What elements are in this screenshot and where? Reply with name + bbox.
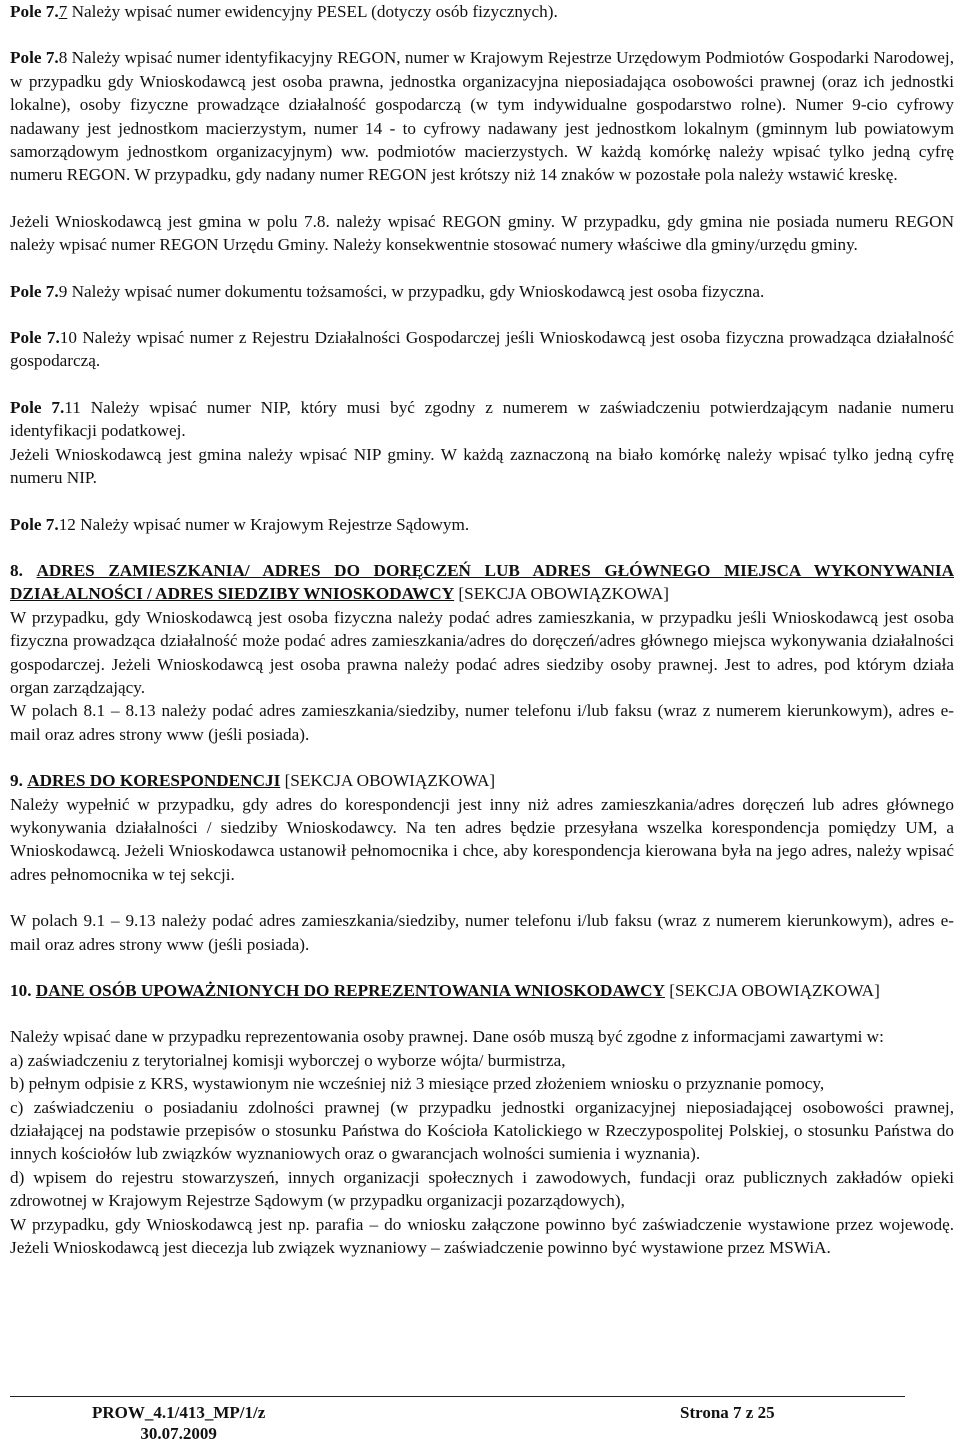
list-item: a) zaświadczeniu z terytorialnej komisji wyborczej o wyborze wójta/ burmistrza,	[10, 1050, 566, 1070]
field-7-11-paragraph	[10, 396, 954, 443]
section-title: ADRES DO KORESPONDENCJI	[27, 771, 281, 791]
nip-gmina-paragraph: Jeżeli Wnioskodawcą jest gmina należy wpisać NIP gminy. W każdą zaznaczoną na biało komórkę należy wpisać tylko jedną cyfrę numeru NIP.	[10, 444, 954, 488]
section-8-fields: W polach 8.1 – 8.13 należy podać adres zamieszkania/siedziby, numer telefonu i/lub faksu (wraz z numerem kierunkowym), adres e-mail oraz adres strony www (jeśli posiada).	[10, 701, 954, 744]
field-7-7-paragraph	[10, 0, 954, 23]
field-label: Pole 7.	[10, 48, 59, 68]
field-label: Pole 7.	[10, 281, 59, 301]
section-9-heading	[10, 769, 954, 792]
field-text: Należy wpisać numer dokumentu tożsamości, w przypadku, gdy Wnioskodawcą jest osoba fizyczna.	[67, 281, 765, 301]
field-7-10-paragraph	[10, 326, 954, 373]
section-tag: [SEKCJA OBOWIĄZKOWA]	[280, 771, 496, 791]
field-7-12-paragraph	[10, 513, 954, 536]
field-label: Pole 7.	[10, 2, 59, 21]
section-number: 8.	[10, 560, 23, 580]
field-text: Należy wpisać numer z Rejestru Działalności Gospodarczej jeśli Wnioskodawcą jest osoba fizyczna prowadząca działalność gospodarczą.	[10, 328, 954, 371]
list-item: d) wpisem do rejestru stowarzyszeń, innych organizacji społecznych i zawodowych, fundacji oraz publicznych zakładów opieki zdrowotnej w Krajowym Rejestrze Sądowym (w przypadku organizacji pozarządowych),	[10, 1167, 954, 1211]
section-number: 10.	[10, 981, 32, 1000]
section-tag: [SEKCJA OBOWIĄZKOWA]	[454, 584, 669, 604]
document-page	[10, 0, 954, 1259]
field-text: Należy wpisać numer w Krajowym Rejestrze Sądowym.	[75, 514, 470, 534]
field-text: Należy wpisać numer NIP, który musi być zgodny z numerem w zaświadczeniu potwierdzającym nadanie numeru identyfikacji podatkowej.	[10, 397, 954, 441]
field-number: 9	[58, 281, 68, 301]
section-10-heading	[10, 979, 954, 1002]
field-label: Pole 7.	[10, 397, 65, 417]
field-label: Pole 7.	[10, 328, 60, 348]
section-title: DANE OSÓB UPOWAŻNIONYCH DO REPREZENTOWANIA WNIOSKODAWCY	[35, 981, 665, 1000]
section-8-heading	[10, 559, 954, 606]
field-number: 11	[64, 397, 81, 417]
section-title: ADRES ZAMIESZKANIA/ ADRES DO DORĘCZEŃ LUB ADRES GŁÓWNEGO MIEJSCA WYKONYWANIA DZIAŁALNOŚCI / ADRES SIEDZIBY WNIOSKODAWCY	[10, 560, 954, 604]
section-10-intro: Należy wpisać dane w przypadku reprezentowania osoby prawnej. Dane osób muszą być zgodne z informacjami zawartymi w:	[10, 1027, 884, 1047]
section-number: 9.	[10, 771, 23, 791]
list-item: b) pełnym odpisie z KRS, wystawionym nie wcześniej niż 3 miesiące przed złożeniem wniosku o przyznanie pomocy,	[10, 1074, 825, 1094]
field-number: 8	[58, 48, 68, 68]
regon-gmina-paragraph: Jeżeli Wnioskodawcą jest gmina w polu 7.8. należy wpisać REGON gminy. W przypadku, gdy gmina nie posiada numeru REGON należy wpisać numer REGON Urzędu Gminy. Należy konsekwentnie stosować numery właściwe dla gminy/urzędu gminy.	[10, 211, 954, 255]
field-text: Należy wpisać numer identyfikacyjny REGON, numer w Krajowym Rejestrze Urzędowym Podmiotów Gospodarki Narodowej, w przypadku gdy Wnioskodawcą jest osoba prawna, jednostka organizacyjna nieposiadająca osobowości prawnej (oraz ich jednostki lokalne), osoby fizyczne prowadzące działalność gospodarczą (w tym indywidualne gospodarstwo rolne). Numer 9-cio cyfrowy nadawany jest jednostkom macierzystym, numer 14 - to cyfrowy nadawany jest jednostkom lokalnym (gminnym lub powiatowym samorządowym jednostkom organizacyjnym) ww. podmiotów macierzystych. W każdą komórkę należy wpisać tylko jedną cyfrę numeru REGON. W przypadku, gdy nadany numer REGON jest krótszy niż 14 znaków w pozostałe pola należy wstawić kreskę.	[10, 48, 955, 185]
section-10-closing: W przypadku, gdy Wnioskodawcą jest np. parafia – do wniosku załączone powinno być zaświadczenie wystawione przez wojewodę. Jeżeli Wnioskodawcą jest diecezja lub związek wyznaniowy – zaświadczenie powinno być wystawione przez MSWiA.	[10, 1214, 954, 1258]
field-number: 12	[58, 514, 76, 534]
footer-page-number: Strona 7 z 25	[680, 1403, 775, 1422]
section-9-fields: W polach 9.1 – 9.13 należy podać adres zamieszkania/siedziby, numer telefonu i/lub faksu (wraz z numerem kierunkowym), adres e-mail oraz adres strony www (jeśli posiada).	[10, 911, 954, 954]
field-number: 7	[58, 2, 68, 21]
field-number: 10	[59, 328, 77, 348]
field-label: Pole 7.	[10, 514, 59, 534]
section-tag: [SEKCJA OBOWIĄZKOWA]	[664, 981, 880, 1000]
footer-date: 30.07.2009	[140, 1424, 217, 1443]
section-9-body: Należy wypełnić w przypadku, gdy adres do korespondencji jest inny niż adres zamieszkania/adres doręczeń lub adres głównego wykonywania działalności / siedziby Wnioskodawcy. Na ten adres będzie przesyłana wszelka korespondencja pomiędzy UM, a Wnioskodawcą. Jeżeli Wnioskodawca ustanowił pełnomocnika i chce, aby korespondencja kierowana była na jego adres, należy wpisać adres pełnomocnika w tej sekcji.	[10, 794, 954, 884]
list-item: c) zaświadczeniu o posiadaniu zdolności prawnej (w przypadku jednostki organizacyjnej nieposiadającej osobowości prawnej, działającej na podstawie przepisów o stosunku Państwa do Kościoła Katolickiego w Rzeczypospolitej Polskiej, o stosunku Państwa do innych kościołów lub związków wyznaniowych oraz o gwarancjach wolności sumienia i wyznania).	[10, 1097, 954, 1164]
footer-divider	[10, 1396, 905, 1397]
field-text: Należy wpisać numer ewidencyjny PESEL (dotyczy osób fizycznych).	[67, 2, 558, 21]
section-8-body: W przypadku, gdy Wnioskodawcą jest osoba fizyczna należy podać adres zamieszkania, w przypadku jeśli Wnioskodawcą jest osoba fizyczna prowadząca działalność może podać adres zamieszkania/adres do doręczeń/adres głównego miejsca wykonywania działalności gospodarczej. Jeżeli Wnioskodawcą jest osoba prawna należy podać adres siedziby osoby prawnej. Jest to adres, pod którym działa organ zarządzający.	[10, 607, 954, 697]
field-7-9-paragraph	[10, 280, 954, 303]
field-7-8-paragraph	[10, 46, 954, 186]
footer-doc-id: PROW_4.1/413_MP/1/z	[92, 1403, 266, 1422]
